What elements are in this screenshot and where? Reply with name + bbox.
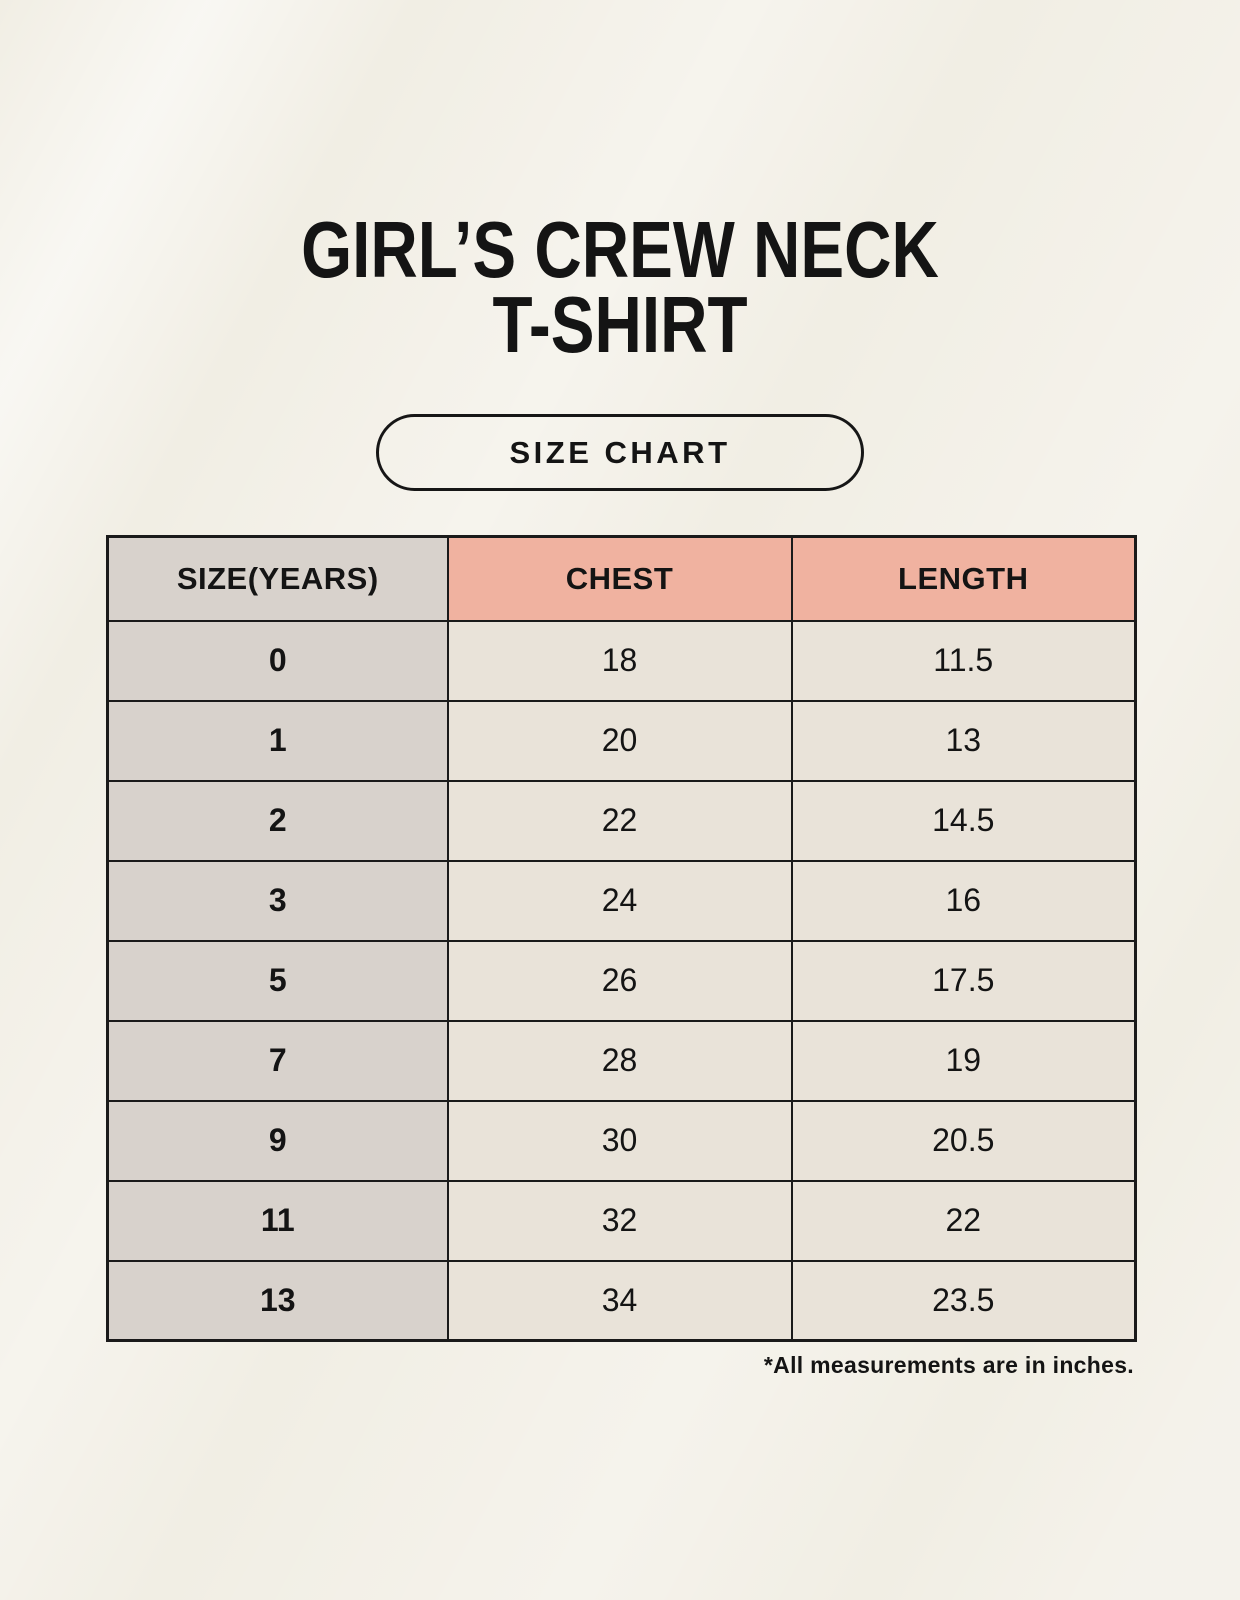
table-header-row: [108, 537, 1136, 621]
table-row: [108, 1181, 1136, 1261]
size-years-value: 1: [108, 701, 448, 781]
size-years-value: 0: [108, 621, 448, 701]
size-years-value: 9: [108, 1101, 448, 1181]
size-chart-badge-label: SIZE CHART: [509, 434, 731, 470]
length-value: 23.5: [792, 1261, 1136, 1341]
size-years-value: 2: [108, 781, 448, 861]
length-value: 14.5: [792, 781, 1136, 861]
table-row: [108, 1261, 1136, 1341]
page-title-line-1: GIRL’S CREW NECK: [301, 205, 939, 294]
page-title: [112, 205, 1129, 370]
length-value: 22: [792, 1181, 1136, 1261]
table-row: [108, 701, 1136, 781]
size-years-value: 13: [108, 1261, 448, 1341]
table-row: [108, 621, 1136, 701]
page-title-line-2: T-SHIRT: [492, 280, 748, 370]
length-value: 20.5: [792, 1101, 1136, 1181]
table-row: [108, 941, 1136, 1021]
size-years-value: 11: [108, 1181, 448, 1261]
size-years-value: 7: [108, 1021, 448, 1101]
length-value: 16: [792, 861, 1136, 941]
chest-value: 34: [448, 1261, 792, 1341]
size-table: [106, 535, 1137, 1342]
chest-value: 18: [448, 621, 792, 701]
size-chart-badge: [376, 414, 864, 491]
chest-value: 20: [448, 701, 792, 781]
size-chart-badge-row: [0, 414, 1240, 491]
size-table-container: [106, 535, 1134, 1379]
table-row: [108, 1021, 1136, 1101]
size-years-value: 3: [108, 861, 448, 941]
measurements-footnote: *All measurements are in inches.: [763, 1352, 1134, 1379]
length-value: 19: [792, 1021, 1136, 1101]
table-row: [108, 781, 1136, 861]
chest-value: 26: [448, 941, 792, 1021]
column-header-length: LENGTH: [792, 537, 1136, 621]
table-row: [108, 1101, 1136, 1181]
column-header-size-years: SIZE(YEARS): [108, 537, 448, 621]
length-value: 13: [792, 701, 1136, 781]
length-value: 17.5: [792, 941, 1136, 1021]
column-header-chest: CHEST: [448, 537, 792, 621]
chest-value: 24: [448, 861, 792, 941]
chest-value: 28: [448, 1021, 792, 1101]
chest-value: 32: [448, 1181, 792, 1261]
chest-value: 30: [448, 1101, 792, 1181]
table-row: [108, 861, 1136, 941]
chest-value: 22: [448, 781, 792, 861]
length-value: 11.5: [792, 621, 1136, 701]
size-years-value: 5: [108, 941, 448, 1021]
